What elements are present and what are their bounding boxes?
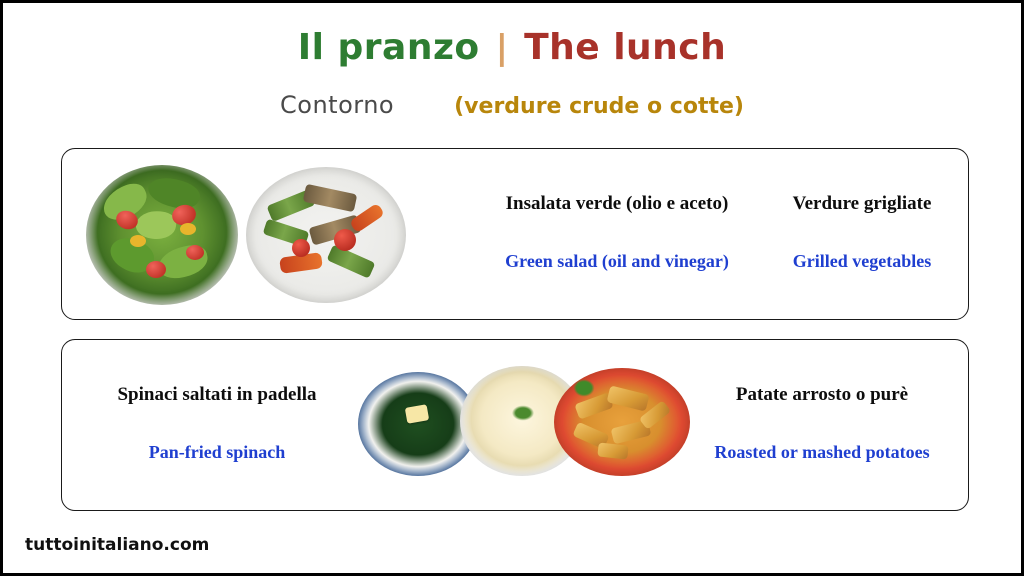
roasted-potatoes-plate-image <box>554 368 690 476</box>
menu-entry-english: Green salad (oil and vinegar) <box>505 251 729 271</box>
title-italian: Il pranzo <box>297 27 480 68</box>
menu-entry-english: Pan-fried spinach <box>148 442 286 462</box>
menu-entry-potatoes <box>682 384 962 463</box>
menu-entry-grilled-vegetables <box>762 193 962 272</box>
menu-entry-english: Roasted or mashed potatoes <box>714 442 930 462</box>
title-separator: | <box>495 28 509 68</box>
green-salad-bowl-image <box>86 165 238 305</box>
title-english: The lunch <box>524 27 727 68</box>
content-panel-2 <box>61 339 969 511</box>
menu-entry-pan-fried-spinach <box>72 384 362 463</box>
site-watermark: tuttoinitaliano.com <box>25 535 210 555</box>
menu-entry-green-salad <box>462 193 772 272</box>
menu-entry-italian: Spinaci saltati in padella <box>117 384 317 405</box>
page-subtitle <box>3 91 1021 119</box>
page-title <box>3 27 1021 68</box>
menu-entry-italian: Patate arrosto o purè <box>735 384 909 405</box>
menu-entry-italian: Insalata verde (olio e aceto) <box>505 193 729 214</box>
menu-entry-english: Grilled vegetables <box>792 251 932 271</box>
subtitle-english: (verdure crude o cotte) <box>454 94 744 119</box>
grilled-vegetables-plate-image <box>246 167 406 303</box>
subtitle-italian: Contorno <box>280 91 395 119</box>
menu-entry-italian: Verdure grigliate <box>792 193 932 214</box>
content-panel-1 <box>61 148 969 320</box>
